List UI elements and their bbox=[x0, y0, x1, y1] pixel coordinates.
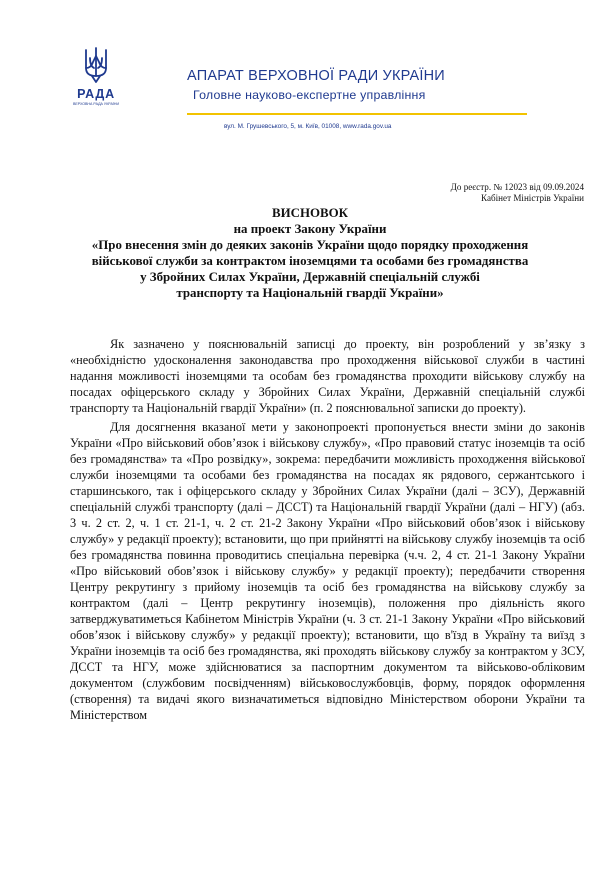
letterhead bbox=[0, 0, 612, 140]
document-body bbox=[70, 336, 585, 726]
bill-title-line: транспорту та Національній гвардії України» bbox=[176, 286, 444, 300]
bill-title-line: «Про внесення змін до деяких законів України щодо порядку проходження bbox=[91, 238, 529, 252]
header-divider bbox=[187, 113, 527, 115]
organization-name: АПАРАТ ВЕРХОВНОЇ РАДИ УКРАЇНИ bbox=[187, 68, 445, 84]
header-address: вул. М. Грушевського, 5, м. Київ, 01008, www.rada.gov.ua bbox=[224, 123, 392, 130]
logo-word: РАДА bbox=[77, 87, 115, 101]
department-name: Головне науково-експертне управління bbox=[193, 88, 426, 102]
trident-icon bbox=[83, 46, 109, 84]
bill-title-line: у Збройних Силах України, Державній спеціальній службі bbox=[140, 270, 480, 284]
bill-title-line: військової служби за контрактом іноземцями та особами без громадянства bbox=[91, 254, 529, 268]
document-title-block bbox=[40, 205, 580, 301]
document-heading: ВИСНОВОК bbox=[272, 206, 348, 220]
rada-logo bbox=[72, 46, 120, 106]
document-subheading: на проект Закону України bbox=[233, 222, 387, 236]
registry-addressee: Кабінет Міністрів України bbox=[481, 193, 584, 203]
body-paragraph: Для досягнення вказаної мети у законопроекті пропонується внести зміни до законів України «Про військовий обов’язок і військову службу», «Про правовий статус іноземців та осіб без громадянства» та «Про розвідку», зокрема: передбачити можливість проходження військової служби іноземцями та особами без громадянства на посадах як рядового, сержантського і старшинського, так і офіцерського складу у Збройних Силах України (далі – ЗСУ), Державній спеціальній службі транспорту (далі – ДССТ) та Національній гвардії України (далі – НГУ) (абз. 3 ч. 2 ст. 2, ч. 1 ст. 21-1, ч. 2 ст. 21-2 Закону України «Про військовий обов’язок і військову службу» у редакції проекту); встановити, що при прийнятті на військову службу іноземців та осіб без громадянства повинна проводитись спеціальна перевірка (ч.ч. 2, 4 ст. 21-1 Закону України «Про військовий обов’язок і військову службу» у редакції проекту); передбачити створення Центру рекрутингу з прийому іноземців та осіб без громадянства на військову службу за контрактом (далі – Центр рекрутингу іноземців), положення про діяльність якого затверджуватиметься Кабінетом Міністрів України (ч. 3 ст. 21-1 Закону України «Про військовий обов’язок і військову службу» у редакції проекту); встановити, що в'їзд в Україну та виїзд з України іноземців та осіб без громадянства, які проходять військову службу за контрактом у ЗСУ, ДССТ та НГУ, може здійснюватися за паспортним документом та військово-обліковим документом (службовим посвідченням) військовослужбовців, форму, порядок оформлення (створення) та видачі якого визначатиметься відповідно Міністерством оборони України та Міністерством bbox=[70, 420, 585, 722]
registry-number: До реєстр. № 12023 від 09.09.2024 bbox=[450, 182, 584, 192]
body-paragraph: Як зазначено у пояснювальній записці до проекту, він розроблений у зв’язку з «необхідністю удосконалення законодавства про проходження військової служби в частині надання можливості іноземцями та особам без громадянства проходити військову службу на посадах офіцерського складу у Збройних Силах України, Державній спеціальній службі транспорту та Національній гвардії України» (п. 2 пояснювальної записки до проекту). bbox=[70, 337, 585, 415]
logo-subtitle: ВЕРХОВНА РАДА УКРАЇНИ bbox=[72, 102, 120, 106]
